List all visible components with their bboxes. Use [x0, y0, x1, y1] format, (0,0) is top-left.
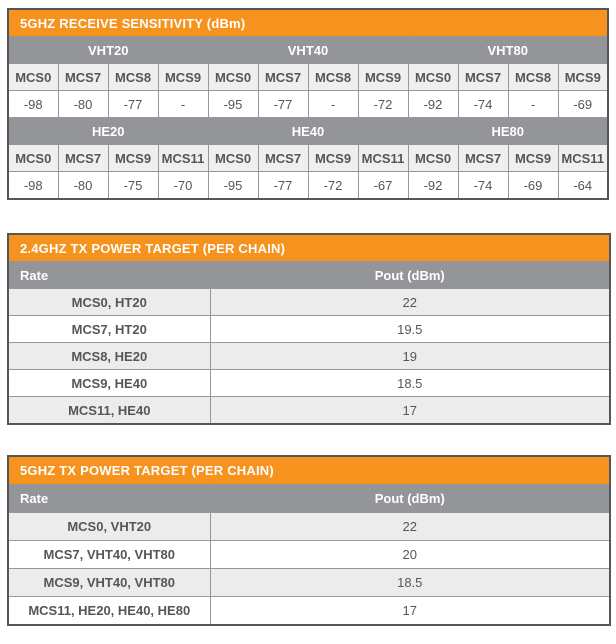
table-title: 5GHZ TX POWER TARGET (PER CHAIN): [8, 456, 610, 485]
group-header-he20: HE20: [8, 118, 208, 145]
column-header-row: [8, 262, 610, 289]
rate-cell: MCS7, VHT40, VHT80: [8, 541, 210, 569]
sensitivity-value-cell: -: [158, 91, 208, 118]
table-title: 2.4GHZ TX POWER TARGET (PER CHAIN): [8, 234, 610, 262]
pout-cell: 17: [210, 397, 610, 425]
mcs-header-cell: MCS7: [458, 145, 508, 172]
table-row: [8, 569, 610, 597]
sensitivity-value-cell: -77: [258, 91, 308, 118]
mcs-header-cell: MCS0: [8, 145, 58, 172]
pout-cell: 19: [210, 343, 610, 370]
sensitivity-value-cell: -80: [58, 91, 108, 118]
sensitivity-value-cell: -95: [208, 172, 258, 200]
rate-cell: MCS11, HE40: [8, 397, 210, 425]
rate-cell: MCS9, HE40: [8, 370, 210, 397]
table-row: [8, 316, 610, 343]
group-header-he40: HE40: [208, 118, 408, 145]
table-row: [8, 343, 610, 370]
he-mcs-header-row: [8, 145, 608, 172]
sensitivity-value-cell: -69: [508, 172, 558, 200]
group-header-he80: HE80: [408, 118, 608, 145]
pout-cell: 17: [210, 597, 610, 626]
rate-cell: MCS9, VHT40, VHT80: [8, 569, 210, 597]
mcs-header-cell: MCS8: [508, 64, 558, 91]
sensitivity-value-cell: -98: [8, 91, 58, 118]
rate-column-header: Rate: [8, 262, 210, 289]
sensitivity-value-cell: -72: [308, 172, 358, 200]
pout-cell: 22: [210, 289, 610, 316]
sensitivity-value-cell: -92: [408, 172, 458, 200]
mcs-header-cell: MCS0: [208, 64, 258, 91]
rate-cell: MCS0, VHT20: [8, 513, 210, 541]
table-row: [8, 370, 610, 397]
table-title-row: [8, 234, 610, 262]
pout-column-header: Pout (dBm): [210, 485, 610, 513]
rate-cell: MCS11, HE20, HE40, HE80: [8, 597, 210, 626]
sensitivity-value-cell: -77: [258, 172, 308, 200]
mcs-header-cell: MCS9: [508, 145, 558, 172]
vht-values-row: [8, 91, 608, 118]
table-row: [8, 597, 610, 626]
mcs-header-cell: MCS0: [8, 64, 58, 91]
table-row: [8, 513, 610, 541]
group-header-vht20: VHT20: [8, 37, 208, 64]
tx-power-5ghz-table: [7, 455, 611, 626]
mcs-header-cell: MCS0: [408, 64, 458, 91]
mcs-header-cell: MCS0: [208, 145, 258, 172]
rx-sensitivity-table: [7, 8, 609, 200]
pout-cell: 19.5: [210, 316, 610, 343]
mcs-header-cell: MCS7: [58, 145, 108, 172]
table-row: [8, 397, 610, 425]
sensitivity-value-cell: -77: [108, 91, 158, 118]
group-header-vht40: VHT40: [208, 37, 408, 64]
column-header-row: [8, 485, 610, 513]
table-title: 5GHZ RECEIVE SENSITIVITY (dBm): [8, 9, 608, 37]
he-group-header-row: [8, 118, 608, 145]
pout-cell: 20: [210, 541, 610, 569]
mcs-header-cell: MCS7: [58, 64, 108, 91]
sensitivity-value-cell: -: [508, 91, 558, 118]
mcs-header-cell: MCS9: [158, 64, 208, 91]
sensitivity-value-cell: -95: [208, 91, 258, 118]
mcs-header-cell: MCS9: [358, 64, 408, 91]
table-row: [8, 289, 610, 316]
sensitivity-value-cell: -: [308, 91, 358, 118]
mcs-header-cell: MCS7: [258, 145, 308, 172]
pout-cell: 18.5: [210, 370, 610, 397]
table-title-row: [8, 9, 608, 37]
rate-cell: MCS8, HE20: [8, 343, 210, 370]
pout-cell: 18.5: [210, 569, 610, 597]
sensitivity-value-cell: -74: [458, 172, 508, 200]
mcs-header-cell: MCS9: [558, 64, 608, 91]
sensitivity-value-cell: -64: [558, 172, 608, 200]
sensitivity-value-cell: -67: [358, 172, 408, 200]
rate-column-header: Rate: [8, 485, 210, 513]
mcs-header-cell: MCS11: [158, 145, 208, 172]
mcs-header-cell: MCS7: [258, 64, 308, 91]
sensitivity-value-cell: -75: [108, 172, 158, 200]
mcs-header-cell: MCS9: [108, 145, 158, 172]
vht-group-header-row: [8, 37, 608, 64]
he-values-row: [8, 172, 608, 200]
mcs-header-cell: MCS11: [558, 145, 608, 172]
group-header-vht80: VHT80: [408, 37, 608, 64]
sensitivity-value-cell: -74: [458, 91, 508, 118]
vht-mcs-header-row: [8, 64, 608, 91]
mcs-header-cell: MCS9: [308, 145, 358, 172]
rate-cell: MCS7, HT20: [8, 316, 210, 343]
mcs-header-cell: MCS11: [358, 145, 408, 172]
mcs-header-cell: MCS8: [108, 64, 158, 91]
sensitivity-value-cell: -72: [358, 91, 408, 118]
table-row: [8, 541, 610, 569]
tx-power-24ghz-table: [7, 233, 611, 425]
pout-cell: 22: [210, 513, 610, 541]
pout-column-header: Pout (dBm): [210, 262, 610, 289]
mcs-header-cell: MCS0: [408, 145, 458, 172]
sensitivity-value-cell: -70: [158, 172, 208, 200]
sensitivity-value-cell: -92: [408, 91, 458, 118]
sensitivity-value-cell: -98: [8, 172, 58, 200]
table-title-row: [8, 456, 610, 485]
sensitivity-value-cell: -69: [558, 91, 608, 118]
mcs-header-cell: MCS7: [458, 64, 508, 91]
mcs-header-cell: MCS8: [308, 64, 358, 91]
rate-cell: MCS0, HT20: [8, 289, 210, 316]
sensitivity-value-cell: -80: [58, 172, 108, 200]
